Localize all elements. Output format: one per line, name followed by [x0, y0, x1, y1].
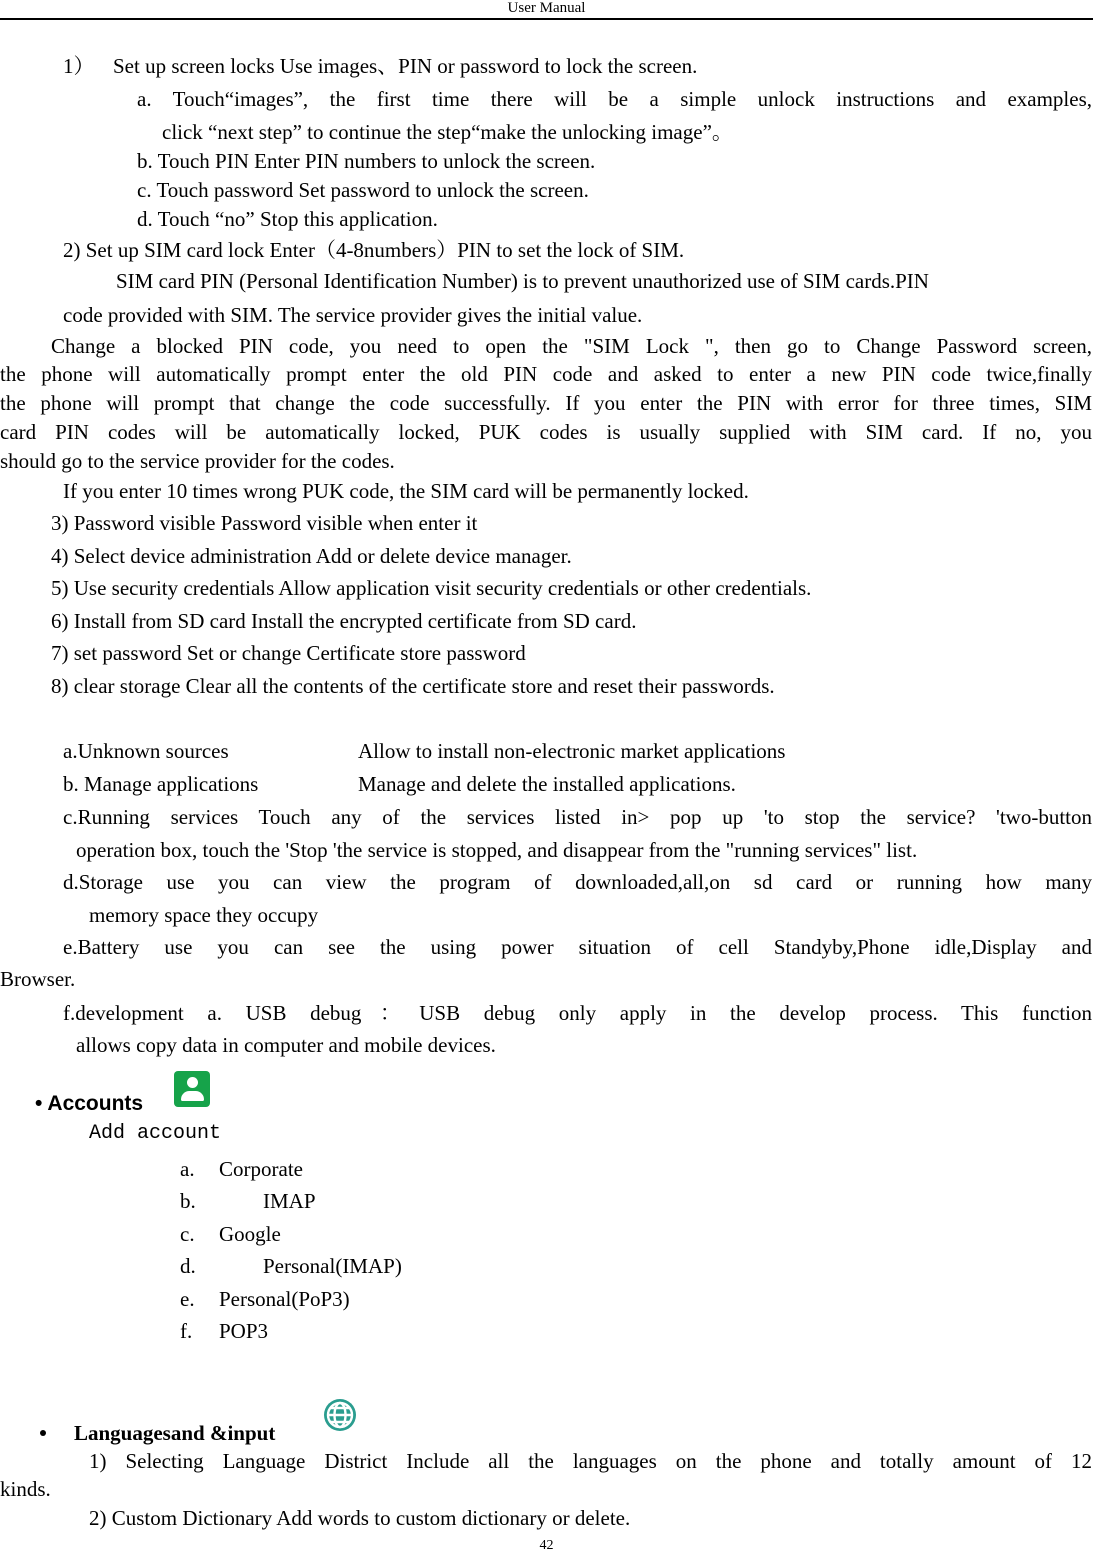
- item-1b: b. Touch PIN Enter PIN numbers to unlock the screen.: [137, 149, 596, 173]
- account-type-item: Personal(IMAP): [263, 1254, 402, 1278]
- item-1a-line1: a. Touch“images”, the first time there will be a simple unlock instructions and examples,: [137, 87, 1092, 111]
- account-type-marker: f.: [180, 1319, 193, 1343]
- account-type-marker: d.: [180, 1254, 196, 1278]
- running-services-line1: c.Running services Touch any of the services listed in> pop up 'to stop the service? 'two-button: [63, 805, 1092, 829]
- battery-use-line1: e.Battery use you can see the using power situation of cell Standyby,Phone idle,Display and: [63, 935, 1092, 959]
- account-type-item: POP3: [219, 1319, 269, 1343]
- language-district-line1: 1) Selecting Language District Include all the languages on the phone and totally amount of 12: [89, 1449, 1092, 1473]
- item-7: 7) set password Set or change Certificate store password: [51, 641, 526, 665]
- manage-apps-text: Manage and delete the installed applications.: [358, 772, 736, 796]
- custom-dictionary: 2) Custom Dictionary Add words to custom dictionary or delete.: [89, 1506, 631, 1530]
- sim-pin-line1: SIM card PIN (Personal Identification Number) is to prevent unauthorized use of SIM cards.PIN: [116, 269, 929, 293]
- account-type-item: Corporate: [219, 1157, 303, 1181]
- blocked-pin-para-line4: card PIN codes will be automatically locked, PUK codes is usually supplied with SIM card. If no, you: [0, 420, 1092, 444]
- development-line1: f.development a. USB debug：USB debug only apply in the develop process. This function: [63, 1001, 1092, 1025]
- account-type-item: IMAP: [263, 1189, 316, 1213]
- language-district-line2: kinds.: [0, 1477, 51, 1501]
- blocked-pin-para-line3: the phone will prompt that change the code successfully. If you enter the PIN with error for three times, SIM: [0, 391, 1092, 415]
- item-8: 8) clear storage Clear all the contents of the certificate store and reset their passwords.: [51, 674, 775, 698]
- item-1-text: Set up screen locks Use images、PIN or password to lock the screen.: [113, 54, 698, 78]
- storage-use-line2: memory space they occupy: [89, 903, 319, 927]
- sim-pin-line2: code provided with SIM. The service provider gives the initial value.: [63, 303, 643, 327]
- item-4: 4) Select device administration Add or delete device manager.: [51, 544, 572, 568]
- blocked-pin-para-line1: Change a blocked PIN code, you need to open the "SIM Lock ", then go to Change Password screen,: [51, 334, 1092, 358]
- puk-warning: If you enter 10 times wrong PUK code, the SIM card will be permanently locked.: [63, 479, 749, 503]
- battery-use-line2: Browser.: [0, 967, 76, 991]
- account-type-marker: e.: [180, 1287, 195, 1311]
- account-type-marker: c.: [180, 1222, 195, 1246]
- account-type-marker: b.: [180, 1189, 196, 1213]
- account-type-marker: a.: [180, 1157, 195, 1181]
- item-6: 6) Install from SD card Install the encrypted certificate from SD card.: [51, 609, 637, 633]
- header-rule: [0, 18, 1093, 20]
- item-3: 3) Password visible Password visible when enter it: [51, 511, 478, 535]
- item-5: 5) Use security credentials Allow application visit security credentials or other credentials.: [51, 576, 812, 600]
- page-number: 42: [539, 1538, 554, 1553]
- account-type-item: Google: [219, 1222, 281, 1246]
- accounts-heading: • Accounts: [35, 1092, 144, 1115]
- globe-icon: [316, 1395, 364, 1435]
- blocked-pin-para-line5: should go to the service provider for the codes.: [0, 449, 395, 473]
- item-2: 2) Set up SIM card lock Enter（4-8numbers）PIN to set the lock of SIM.: [63, 238, 685, 262]
- running-services-line2: operation box, touch the 'Stop 'the service is stopped, and disappear from the "running services" list.: [76, 838, 918, 862]
- account-type-item: Personal(PoP3): [219, 1287, 350, 1311]
- item-1c: c. Touch password Set password to unlock the screen.: [137, 178, 589, 202]
- page-header: User Manual: [507, 0, 586, 16]
- blocked-pin-para-line2: the phone will automatically prompt enter the old PIN code and asked to enter a new PIN code twice,finally: [0, 362, 1092, 386]
- item-1-number: 1）: [63, 54, 95, 78]
- unknown-sources-text: Allow to install non-electronic market applications: [358, 739, 786, 763]
- item-1d: d. Touch “no” Stop this application.: [137, 207, 438, 231]
- item-1a-line2: click “next step” to continue the step“make the unlocking image”。: [162, 120, 733, 144]
- development-line2: allows copy data in computer and mobile devices.: [76, 1033, 496, 1057]
- unknown-sources-label: a.Unknown sources: [63, 739, 229, 763]
- bullet-icon: [40, 1430, 46, 1436]
- languages-heading: Languagesand &input: [74, 1421, 276, 1445]
- manage-apps-label: b. Manage applications: [63, 772, 259, 796]
- account-icon: [174, 1071, 210, 1107]
- add-account-label: Add account: [89, 1122, 222, 1145]
- storage-use-line1: d.Storage use you can view the program of downloaded,all,on sd card or running how many: [63, 870, 1092, 894]
